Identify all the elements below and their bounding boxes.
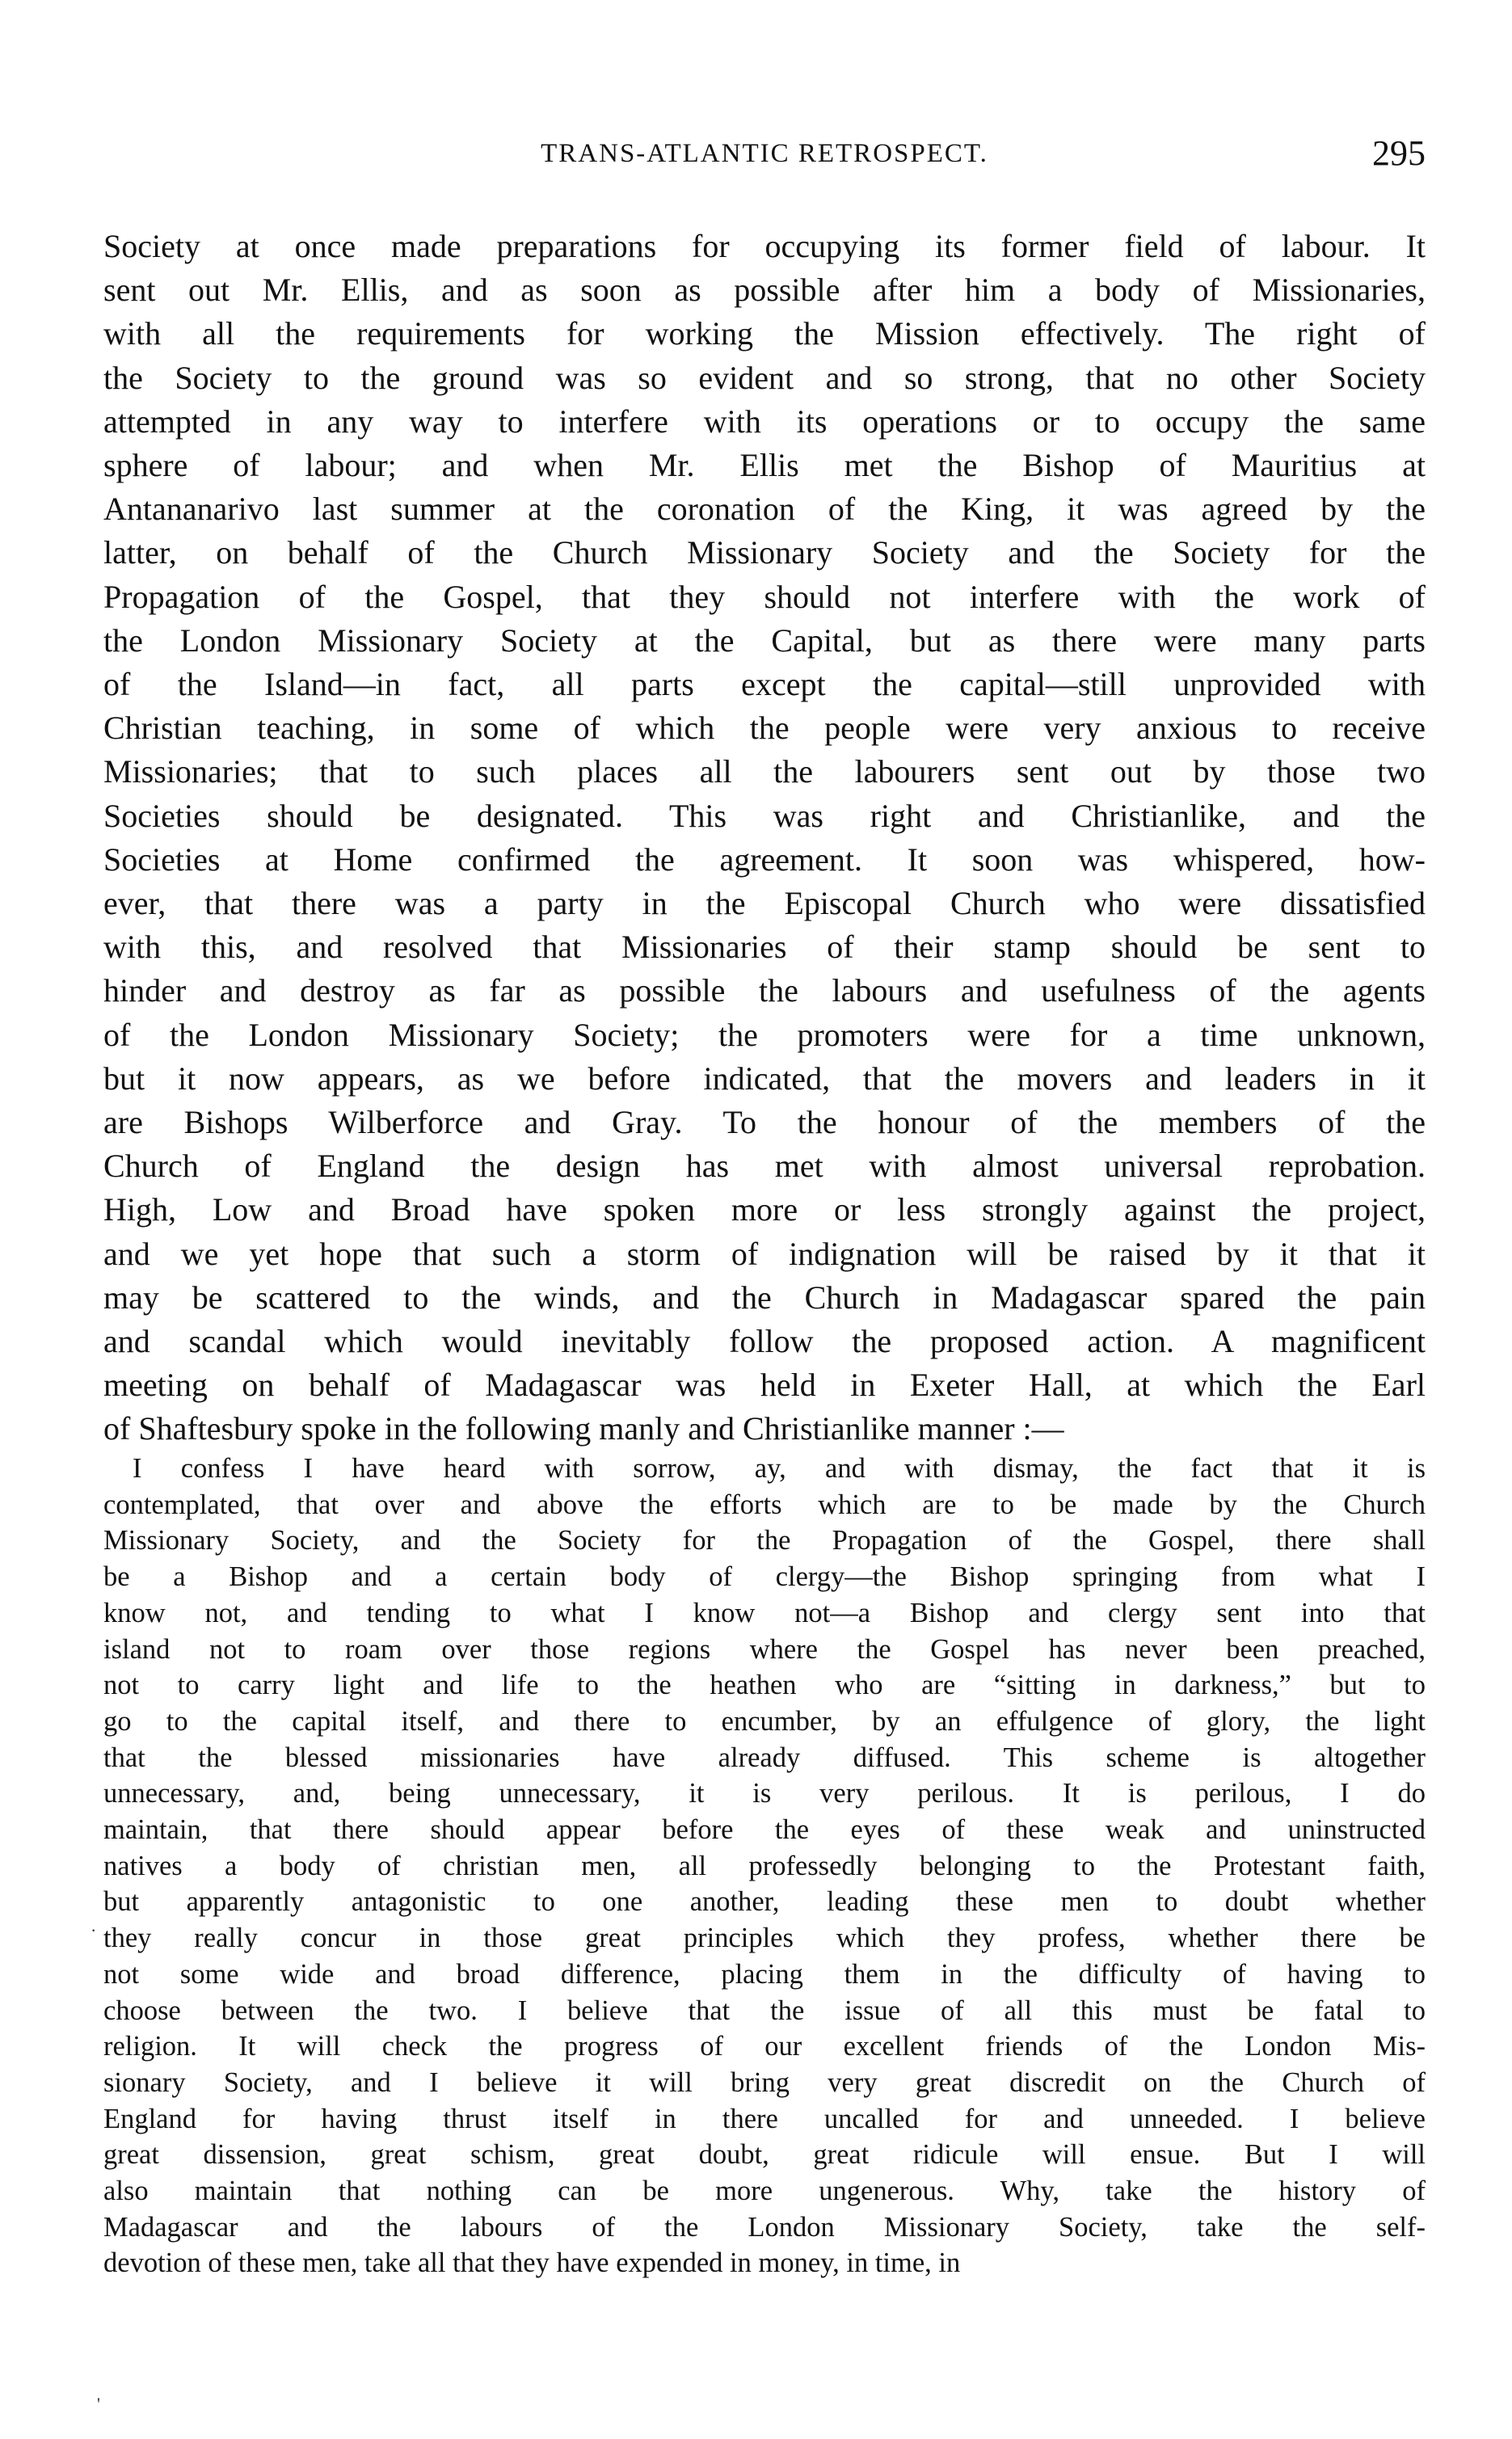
quote-line: sionary Society, and I believe it will bring very great discredit on the Church of bbox=[103, 2066, 1426, 2098]
main-paragraph bbox=[103, 225, 1426, 1451]
quote-line: not to carry light and life to the heathen who are “sitting in darkness,” but to bbox=[103, 1670, 1426, 1701]
paragraph-line: meeting on behalf of Madagascar was held in Exeter Hall, at which the Earl bbox=[103, 1367, 1426, 1404]
quote-line: Madagascar and the labours of the London Missionary Society, take the self- bbox=[103, 2211, 1426, 2243]
paragraph-line: with all the requirements for working the Mission effectively. The right of bbox=[103, 315, 1426, 352]
quote-line: that the blessed missionaries have already diffused. This scheme is altogether bbox=[103, 1742, 1426, 1773]
paragraph-line: of the Island—in fact, all parts except the capital—still unprovided with bbox=[103, 666, 1426, 703]
paragraph-line: Propagation of the Gospel, that they should not interfere with the work of bbox=[103, 578, 1426, 615]
quote-line: devotion of these men, take all that they have expended in money, in time, in bbox=[103, 2247, 961, 2279]
running-head bbox=[103, 129, 1426, 178]
paragraph-line: Church of England the design has met with almost universal reprobation. bbox=[103, 1148, 1426, 1185]
paragraph-line: and we yet hope that such a storm of indignation will be raised by it that it bbox=[103, 1235, 1426, 1272]
paragraph-line: may be scattered to the winds, and the Church in Madagascar spared the pain bbox=[103, 1278, 1426, 1316]
running-title: TRANS-ATLANTIC RETROSPECT. bbox=[541, 139, 988, 168]
quoted-speech bbox=[103, 1451, 1426, 2281]
page-number: 295 bbox=[1372, 133, 1426, 173]
quote-line: be a Bishop and a certain body of clergy—the Bishop springing from what I bbox=[103, 1561, 1426, 1593]
paragraph-line: Society at once made preparations for occupying its former field of labour. It bbox=[103, 228, 1426, 264]
paragraph-line: of the London Missionary Society; the promoters were for a time unknown, bbox=[103, 1016, 1426, 1053]
quote-line: maintain, that there should appear before the eyes of these weak and uninstructed bbox=[103, 1814, 1426, 1846]
quote-line: unnecessary, and, being unnecessary, it is very perilous. It is perilous, I do bbox=[103, 1778, 1426, 1809]
quote-line: not some wide and broad difference, placing them in the difficulty of having to bbox=[103, 1958, 1426, 1990]
margin-tick-mark: ' bbox=[97, 2394, 100, 2414]
quote-line: know not, and tending to what I know not—a Bishop and clergy sent into that bbox=[103, 1597, 1426, 1628]
quote-line: they really concur in those great principles which they profess, whether there be bbox=[103, 1923, 1426, 1954]
quote-line: great dissension, great schism, great doubt, great ridicule will ensue. But I will bbox=[103, 2139, 1426, 2171]
paragraph-line: of Shaftesbury spoke in the following manly and Christianlike manner :— bbox=[103, 1410, 1064, 1447]
quote-line: contemplated, that over and above the efforts which are to be made by the Church bbox=[103, 1489, 1426, 1520]
quote-line: I confess I have heard with sorrow, ay, and with dismay, the fact that it is bbox=[133, 1453, 1426, 1484]
paragraph-line: High, Low and Broad have spoken more or less strongly against the project, bbox=[103, 1191, 1426, 1228]
paragraph-line: latter, on behalf of the Church Missionary Society and the Society for the bbox=[103, 534, 1426, 571]
paragraph-line: sent out Mr. Ellis, and as soon as possible after him a body of Missionaries, bbox=[103, 272, 1426, 309]
paragraph-line: are Bishops Wilberforce and Gray. To the honour of the members of the bbox=[103, 1104, 1426, 1141]
paragraph-line: ever, that there was a party in the Episcopal Church who were dissatisfied bbox=[103, 885, 1426, 922]
quote-line: Missionary Society, and the Society for the Propagation of the Gospel, there shall bbox=[103, 1525, 1426, 1556]
quote-line: choose between the two. I believe that the issue of all this must be fatal to bbox=[103, 1995, 1426, 2026]
quote-line: natives a body of christian men, all professedly belonging to the Protestant faith, bbox=[103, 1850, 1426, 1881]
margin-dot-mark: · bbox=[91, 1920, 97, 1940]
quote-line: religion. It will check the progress of our excellent friends of the London Mis- bbox=[103, 2031, 1426, 2062]
paragraph-line: sphere of labour; and when Mr. Ellis met the Bishop of Mauritius at bbox=[103, 447, 1426, 484]
paragraph-line: Missionaries; that to such places all the labourers sent out by those two bbox=[103, 753, 1426, 790]
quote-line: go to the capital itself, and there to encumber, by an effulgence of glory, the light bbox=[103, 1705, 1426, 1737]
paragraph-line: the Society to the ground was so evident and so strong, that no other Society bbox=[103, 359, 1426, 396]
paragraph-line: Societies should be designated. This was right and Christianlike, and the bbox=[103, 797, 1426, 834]
paragraph-line: the London Missionary Society at the Capital, but as there were many parts bbox=[103, 621, 1426, 659]
quote-line: but apparently antagonistic to one another, leading these men to doubt whether bbox=[103, 1886, 1426, 1918]
paragraph-line: Christian teaching, in some of which the people were very anxious to receive bbox=[103, 710, 1426, 747]
paragraph-line: Societies at Home confirmed the agreement. It soon was whispered, how- bbox=[103, 840, 1426, 878]
quote-line: island not to roam over those regions where the Gospel has never been preached, bbox=[103, 1633, 1426, 1665]
paragraph-line: attempted in any way to interfere with its operations or to occupy the same bbox=[103, 402, 1426, 440]
paragraph-line: Antananarivo last summer at the coronation of the King, it was agreed by the bbox=[103, 491, 1426, 528]
quote-line: England for having thrust itself in there uncalled for and unneeded. I believe bbox=[103, 2103, 1426, 2134]
paragraph-line: but it now appears, as we before indicated, that the movers and leaders in it bbox=[103, 1059, 1426, 1097]
paragraph-line: and scandal which would inevitably follow the proposed action. A magnificent bbox=[103, 1323, 1426, 1360]
paragraph-line: hinder and destroy as far as possible the labours and usefulness of the agents bbox=[103, 972, 1426, 1009]
quote-line: also maintain that nothing can be more ungenerous. Why, take the history of bbox=[103, 2176, 1426, 2207]
paragraph-line: with this, and resolved that Missionaries of their stamp should be sent to bbox=[103, 929, 1426, 966]
